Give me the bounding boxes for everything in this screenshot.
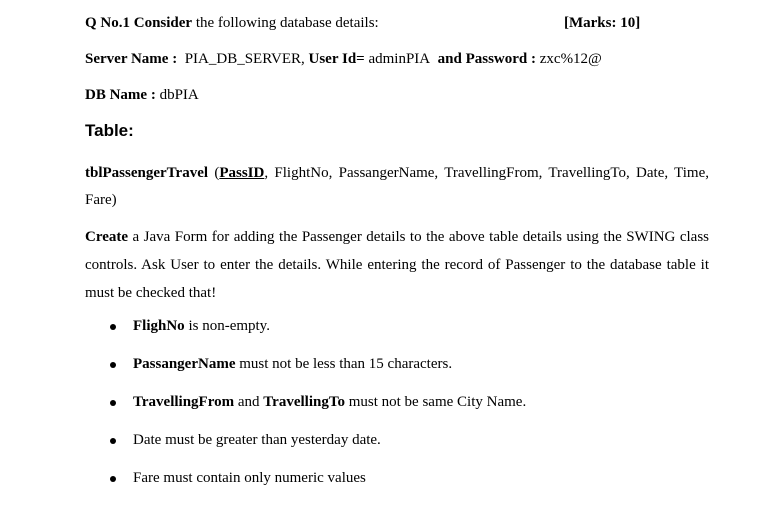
schema-fields: , FlightNo, PassangerName, TravellingFrom, TravellingTo, Date, Time, Fare) [85, 165, 710, 208]
user-id-value: adminPIA [368, 51, 431, 67]
primary-key-field: PassID [219, 165, 265, 181]
bullet-icon [110, 400, 116, 406]
rule-text: and [234, 394, 264, 410]
instruction-paragraph [85, 223, 709, 307]
rule-text: must not be same City Name. [344, 394, 527, 410]
question-text: the following database details: [195, 15, 379, 31]
table-heading: Table: [85, 121, 134, 140]
db-name-label: DB Name : [85, 87, 156, 103]
question-lead-word: Consider [133, 15, 193, 31]
bullet-icon [110, 362, 116, 368]
rule-text: must not be less than 15 characters. [235, 356, 453, 372]
server-name-value: PIA_DB_SERVER, [184, 51, 305, 67]
question-number: Q No.1 [85, 15, 130, 31]
rule-bold-term: TravellingFrom [133, 394, 235, 410]
marks-label: [Marks: 10] [564, 15, 641, 31]
db-name-value: dbPIA [159, 87, 199, 103]
db-name-line [85, 86, 199, 104]
bullet-icon [110, 438, 116, 444]
password-label: and Password : [437, 51, 536, 67]
schema-open-paren: ( [214, 165, 220, 181]
rule-bold-term: TravellingTo [263, 394, 345, 410]
rule-text: Fare must contain only numeric values [133, 470, 366, 486]
table-schema [85, 160, 709, 214]
bullet-icon [110, 324, 116, 330]
rule-bold-term: PassangerName [133, 356, 236, 372]
instruction-text: a Java Form for adding the Passenger details to the above table details using the SWING class controls. Ask User to enter the details. While entering the record of Passenger to the database table it must be checked that! [85, 229, 710, 301]
question-header [85, 14, 379, 32]
password-value: zxc%12@ [539, 51, 602, 67]
rule-text: is non-empty. [184, 318, 270, 334]
instruction-lead-word: Create [85, 229, 129, 245]
table-name: tblPassengerTravel [85, 165, 209, 181]
rule-bold-term: FlighNo [133, 318, 185, 334]
bullet-icon [110, 476, 116, 482]
rule-text: Date must be greater than yesterday date. [133, 432, 381, 448]
server-name-label: Server Name : [85, 51, 178, 67]
user-id-label: User Id= [308, 51, 365, 67]
server-details-line [85, 50, 602, 68]
